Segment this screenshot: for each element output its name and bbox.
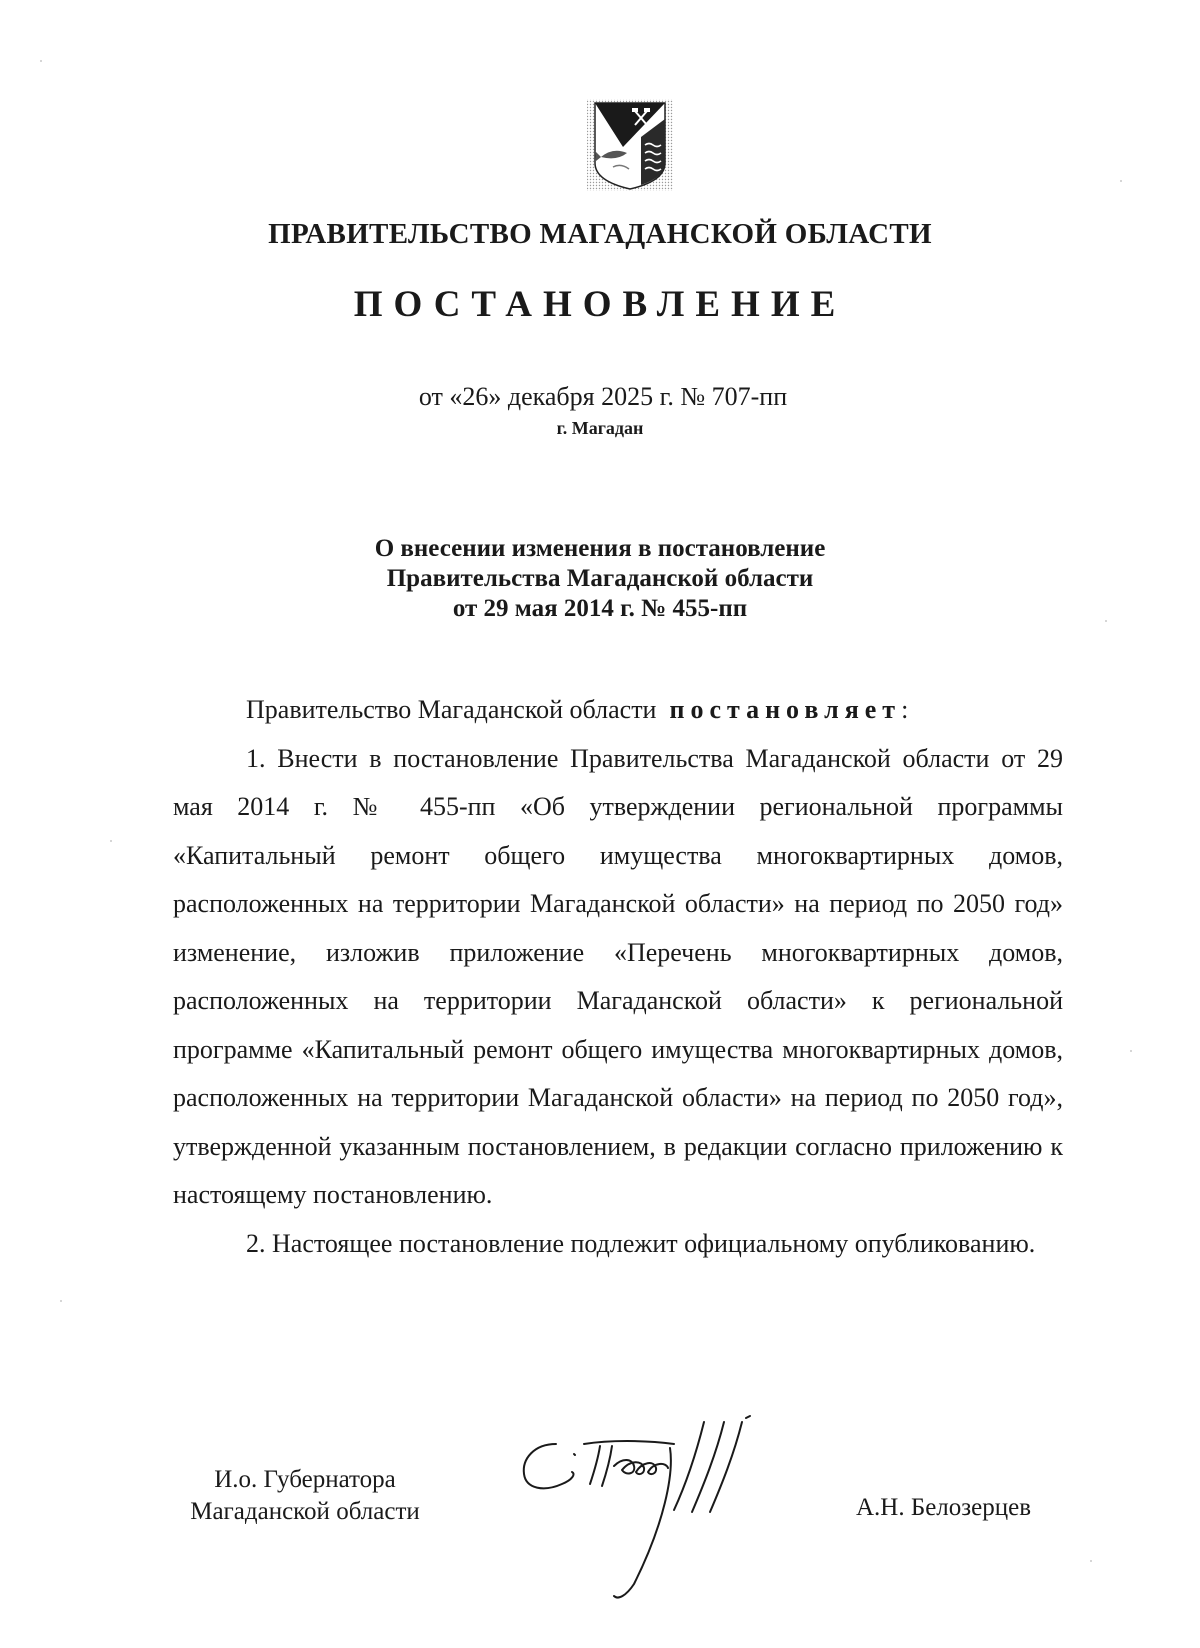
coat-of-arms-icon <box>583 97 677 193</box>
scan-speck <box>1090 1560 1092 1562</box>
preamble-paragraph <box>173 686 1063 735</box>
preamble-lead: Правительство Магаданской области <box>246 695 657 724</box>
subject-line-2: Правительства Магаданской области <box>386 565 814 592</box>
document-date-number: от «26» декабря 2025 г. № 707-пп <box>418 382 788 411</box>
handwritten-signature-icon <box>514 1414 784 1604</box>
scan-speck <box>110 840 112 842</box>
scan-speck <box>1105 620 1107 622</box>
document-type-heading: ПОСТАНОВЛЕНИЕ <box>353 284 847 325</box>
signatory-name: А.Н. Белозерцев <box>856 1494 1032 1521</box>
preamble-colon: : <box>901 695 909 724</box>
subject-line-1: О внесении изменения в постановление <box>374 535 826 562</box>
signatory-position <box>180 1464 430 1528</box>
item-2-paragraph: 2. Настоящее постановление подлежит официальному опубликованию. <box>246 1228 1036 1258</box>
scan-speck <box>40 60 42 62</box>
scan-speck <box>60 1300 62 1302</box>
document-city: г. Магадан <box>556 418 644 438</box>
scan-speck <box>1130 1050 1132 1052</box>
subject-line-3: от 29 мая 2014 г. № 455-пп <box>452 595 748 622</box>
item-1-paragraph: 1. Внести в постановление Правительства Магаданской области от 29 мая 2014 г. № 455-пп «Об утверждении региональной программы «Капитальный ремонт общего имущества многоквартирных домов, расположенных на территории Магаданской области» на период по 2050 год» изменение, изложив приложение «Перечень многоквартирных домов, расположенных на территории Магаданской области» к региональной программе «Капитальный ремонт общего имущества многоквартирных домов, расположенных на территории Магаданской области» на период по 2050 год», утвержденной указанным постановлением, в редакции согласно приложению к настоящему постановлению. <box>173 743 1063 1209</box>
scan-speck <box>1120 180 1122 182</box>
document-subject <box>0 534 1200 624</box>
preamble-verb: постановляет <box>669 695 902 724</box>
organization-title: ПРАВИТЕЛЬСТВО МАГАДАНСКОЙ ОБЛАСТИ <box>268 218 932 250</box>
position-line-1: И.о. Губернатора <box>214 1466 396 1493</box>
document-body <box>173 686 1063 1268</box>
position-line-2: Магаданской области <box>190 1498 420 1525</box>
